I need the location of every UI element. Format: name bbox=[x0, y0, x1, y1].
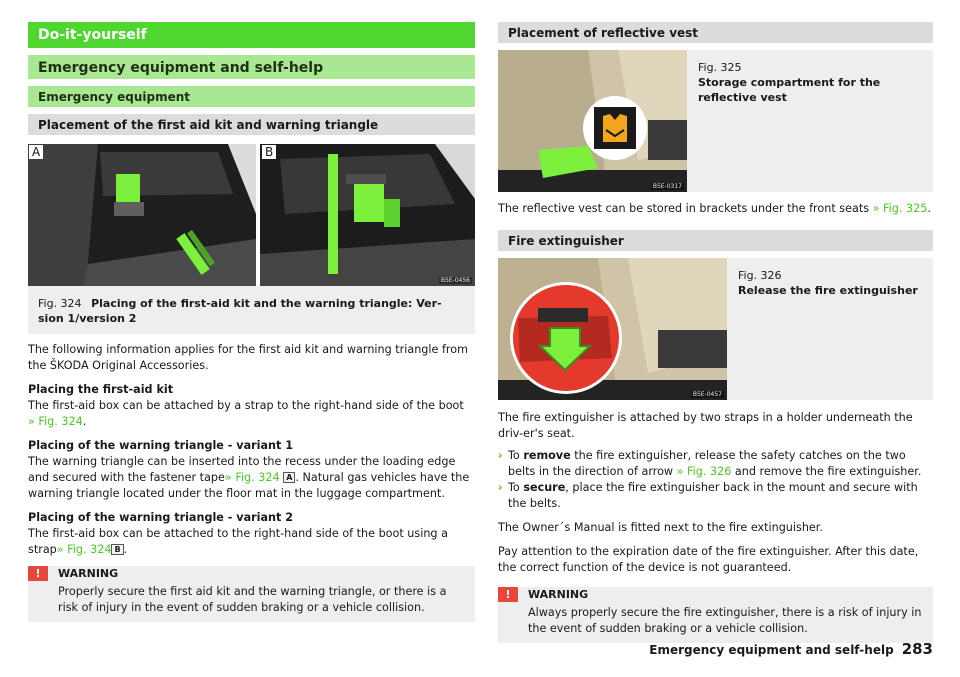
footer-title: Emergency equipment and self-help bbox=[649, 643, 894, 657]
figure-325-title: Storage compartment for the reflective vest bbox=[698, 76, 881, 104]
figure-326-number: Fig. 326 bbox=[738, 269, 782, 282]
triangle-variant2-paragraph: Placing of the warning triangle - variant 2 The first-aid box can be attached to the right-hand side of the boot using a strap» Fig. 324 B . bbox=[28, 511, 448, 556]
vest-text: The reflective vest can be stored in brackets under the front seats bbox=[498, 202, 870, 215]
step-remove bbox=[498, 448, 933, 480]
vest-photo bbox=[498, 50, 687, 192]
warning-text: Properly secure the first aid kit and the warning triangle, or there is a risk of injury in the event of sudden braking or a vehicle collision. bbox=[58, 585, 447, 614]
figure-325-number: Fig. 325 bbox=[698, 61, 742, 74]
warning-title: WARNING bbox=[58, 567, 119, 580]
extinguisher-photo bbox=[498, 258, 727, 400]
figure-label-a: A bbox=[29, 145, 43, 159]
figure-title-line2: sion 1/version 2 bbox=[38, 312, 137, 325]
step-arrow-icon: › bbox=[498, 481, 503, 494]
badge-b: B bbox=[111, 544, 123, 555]
left-column bbox=[28, 22, 475, 622]
fig-324-link-variant1[interactable]: » Fig. 324 bbox=[224, 471, 280, 484]
figure-code: B5E-0456 bbox=[440, 277, 470, 284]
figure-title-line1: Placing of the first-aid kit and the warning triangle: Ver- bbox=[91, 297, 442, 310]
first-aid-kit-heading: Placing the first-aid kit bbox=[28, 383, 174, 396]
fig-324-link[interactable]: » Fig. 324 bbox=[28, 415, 83, 428]
vest-paragraph: The reflective vest can be stored in brackets under the front seats » Fig. 325. bbox=[498, 202, 931, 215]
warning-header bbox=[28, 566, 475, 581]
boot-illustration-b bbox=[260, 144, 475, 286]
triangle-variant1-heading: Placing of the warning triangle - variant 1 bbox=[28, 439, 294, 452]
step-remove-bold: remove bbox=[523, 449, 571, 462]
warning-box-right bbox=[498, 587, 933, 643]
expiry-note: Pay attention to the expiration date of the fire extinguisher. After this date, the correct function of the device is not guaranteed. bbox=[498, 545, 919, 574]
warning-title-right: WARNING bbox=[528, 588, 589, 601]
warning-header-right bbox=[498, 587, 933, 602]
extinguisher-paragraph: The fire extinguisher is attached by two straps in a holder underneath the driv-er's seat. bbox=[498, 411, 913, 440]
fig-324-link-variant2[interactable]: » Fig. 324 bbox=[56, 543, 112, 556]
triangle-variant1-text-a: The warning triangle can be inserted into the recess under the loading edge and secured with the fastener tape bbox=[28, 455, 456, 484]
vest-topic-header: Placement of reflective vest bbox=[498, 22, 933, 43]
fig-326-link[interactable]: » Fig. 326 bbox=[676, 465, 732, 478]
right-column bbox=[498, 22, 933, 643]
chapter-header: Emergency equipment and self-help bbox=[28, 55, 475, 79]
page-number: 283 bbox=[901, 640, 933, 658]
figure-326-caption bbox=[727, 258, 926, 400]
figure-325-panel bbox=[498, 50, 933, 192]
figure-324-panel bbox=[28, 144, 475, 334]
triangle-variant2-text: The first-aid box can be attached to the right-hand side of the boot using a strap bbox=[28, 527, 448, 556]
figure-326-title: Release the fire extinguisher bbox=[738, 284, 918, 297]
figure-label-b: B bbox=[262, 145, 276, 159]
warning-icon: ! bbox=[498, 587, 518, 602]
step-secure-bold: secure bbox=[523, 481, 566, 494]
fire-extinguisher-header: Fire extinguisher bbox=[498, 230, 933, 251]
figure-326-panel bbox=[498, 258, 933, 400]
triangle-variant1-text-b: . Natural gas vehicles have the warning triangle located under the floor mat in the luggage compartment. bbox=[28, 471, 470, 500]
triangle-variant1-paragraph bbox=[28, 438, 475, 502]
section-header: Do-it-yourself bbox=[28, 22, 475, 48]
figure-number: Fig. 324 bbox=[38, 297, 82, 310]
topic-header: Placement of the first aid kit and warning triangle bbox=[28, 114, 475, 135]
step-secure bbox=[498, 480, 933, 512]
step-secure-pre: To bbox=[508, 481, 524, 494]
warning-icon: ! bbox=[28, 566, 48, 581]
step-arrow-icon: › bbox=[498, 449, 503, 462]
figure-324-caption bbox=[28, 286, 475, 334]
intro-paragraph: The following information applies for the first aid kit and warning triangle from the ŠKODA Original Accessories. bbox=[28, 343, 468, 372]
warning-box-left bbox=[28, 566, 475, 622]
step-remove-text: the fire extinguisher, release the safety catches on the two belts in the direction of arrow bbox=[508, 449, 906, 478]
first-aid-kit-text: The first-aid box can be attached by a strap to the right-hand side of the boot bbox=[28, 399, 464, 412]
step-secure-text: , place the fire extinguisher back in the mount and secure with the belts. bbox=[508, 481, 918, 510]
step-remove-post: and remove the fire extinguisher. bbox=[731, 465, 922, 478]
boot-illustration-a bbox=[28, 144, 256, 286]
warning-text-right: Always properly secure the fire extinguisher, there is a risk of injury in the event of sudden braking or a vehicle collision. bbox=[528, 606, 922, 635]
manual-note: The Owner´s Manual is fitted next to the fire extinguisher. bbox=[498, 521, 823, 534]
fig-325-link[interactable]: » Fig. 325 bbox=[872, 202, 928, 215]
subchapter-header: Emergency equipment bbox=[28, 86, 475, 107]
extinguisher-figure-code: B5E-0457 bbox=[692, 391, 722, 398]
boot-photo-a bbox=[28, 144, 256, 286]
seat-illustration-vest bbox=[498, 50, 687, 192]
boot-photo-b bbox=[260, 144, 475, 286]
figure-325-caption bbox=[687, 50, 933, 192]
first-aid-kit-paragraph: Placing the first-aid kit The first-aid box can be attached by a strap to the right-hand side of the boot » Fig. 324. bbox=[28, 383, 464, 428]
vest-figure-code: B5E-0317 bbox=[652, 183, 682, 190]
seat-illustration-extinguisher bbox=[498, 258, 727, 400]
figure-324-images bbox=[28, 144, 475, 286]
step-remove-pre: To bbox=[508, 449, 524, 462]
page-footer bbox=[649, 640, 933, 658]
badge-a: A bbox=[283, 472, 295, 483]
triangle-variant2-heading: Placing of the warning triangle - variant 2 bbox=[28, 511, 294, 524]
